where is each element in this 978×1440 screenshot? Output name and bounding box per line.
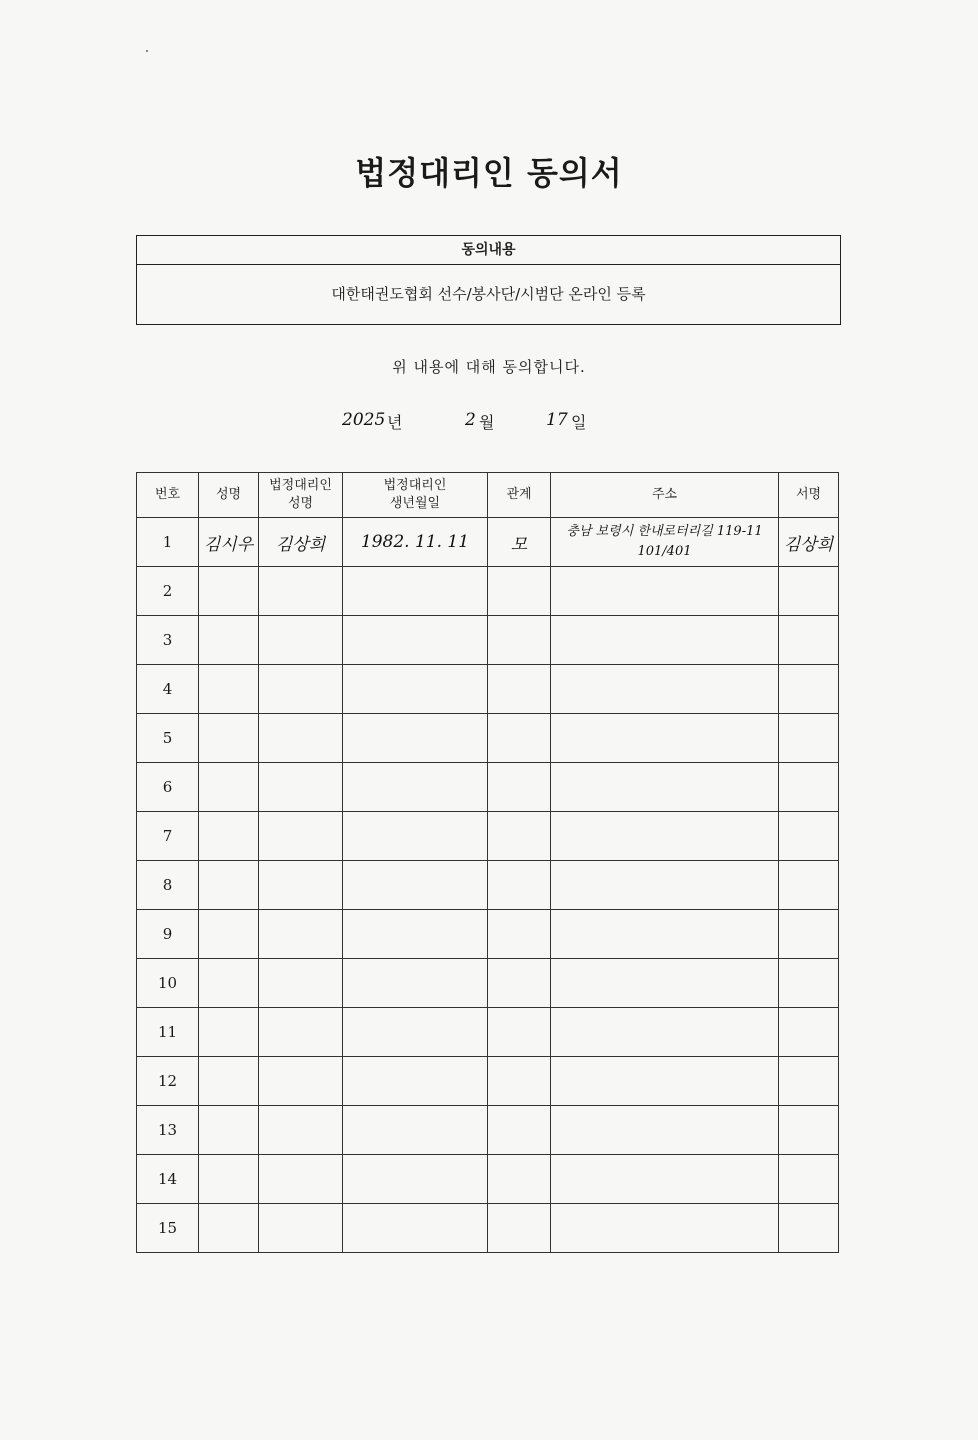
cell-relation [488,861,551,910]
cell-guardian-name [259,714,343,763]
cell-relation [488,1057,551,1106]
cell-guardian-birth [343,1106,488,1155]
cell-address-line2: 101/401 [637,544,692,559]
cell-signature [779,567,839,616]
cell-guardian-name: 김상희 [259,518,343,567]
header-guardian-birth-line1: 법정대리인 [383,478,447,493]
cell-guardian-name [259,959,343,1008]
cell-address [551,714,779,763]
cell-guardian-name [259,1204,343,1253]
cell-address [551,1106,779,1155]
table-header-row [137,473,839,518]
cell-relation [488,1008,551,1057]
cell-no: 5 [137,714,199,763]
cell-guardian-name [259,1008,343,1057]
cell-address [551,910,779,959]
cell-relation [488,910,551,959]
cell-no: 6 [137,763,199,812]
cell-no: 4 [137,665,199,714]
cell-guardian-name [259,665,343,714]
cell-name [199,763,259,812]
cell-signature [779,861,839,910]
cell-guardian-birth [343,1008,488,1057]
cell-name [199,1204,259,1253]
cell-guardian-birth [343,861,488,910]
table-row [137,567,839,616]
date-day-unit: 일 [571,413,587,432]
cell-relation: 모 [488,518,551,567]
header-guardian-name-line1: 법정대리인 [269,478,332,493]
date-month-unit: 월 [479,413,495,432]
cell-no: 1 [137,518,199,567]
cell-name [199,812,259,861]
cell-signature [779,1057,839,1106]
cell-relation [488,665,551,714]
cell-signature [779,1008,839,1057]
cell-relation [488,1204,551,1253]
cell-relation [488,616,551,665]
cell-guardian-birth [343,714,488,763]
cell-guardian-birth [343,959,488,1008]
cell-name [199,1057,259,1106]
header-guardian-birth [343,473,488,518]
cell-signature [779,714,839,763]
cell-name [199,861,259,910]
cell-address [551,861,779,910]
table-row [137,812,839,861]
cell-no: 15 [137,1204,199,1253]
table-row [137,861,839,910]
cell-signature [779,1204,839,1253]
cell-name [199,1155,259,1204]
header-signature: 서명 [779,473,839,518]
cell-address [551,1155,779,1204]
cell-signature [779,1106,839,1155]
agree-statement: 위 내용에 대해 동의합니다. [392,358,586,376]
consent-header: 동의내용 [137,236,840,265]
cell-relation [488,959,551,1008]
cell-address [551,1057,779,1106]
cell-guardian-birth [343,763,488,812]
cell-no: 8 [137,861,199,910]
consent-box [136,235,841,325]
cell-no: 3 [137,616,199,665]
cell-address [551,616,779,665]
cell-address [551,567,779,616]
header-address: 주소 [551,473,779,518]
cell-name [199,567,259,616]
cell-signature: 김상희 [779,518,839,567]
date-year-unit: 년 [387,413,403,432]
cell-relation [488,812,551,861]
cell-signature [779,959,839,1008]
cell-relation [488,714,551,763]
cell-signature [779,616,839,665]
cell-guardian-name [259,861,343,910]
cell-guardian-birth [343,1204,488,1253]
cell-relation [488,763,551,812]
cell-relation [488,1106,551,1155]
table-row [137,959,839,1008]
cell-guardian-name [259,1155,343,1204]
table-row [137,763,839,812]
table-row [137,1057,839,1106]
cell-no: 10 [137,959,199,1008]
cell-no: 12 [137,1057,199,1106]
header-relation: 관계 [488,473,551,518]
cell-no: 2 [137,567,199,616]
cell-guardian-name [259,1057,343,1106]
table-row [137,518,839,567]
cell-signature [779,665,839,714]
cell-name [199,910,259,959]
cell-signature [779,910,839,959]
cell-address [551,665,779,714]
date-year-value: 2025 [342,410,386,430]
guardian-table [136,472,839,1253]
cell-guardian-name [259,567,343,616]
cell-relation [488,567,551,616]
cell-no: 9 [137,910,199,959]
cell-name [199,1106,259,1155]
cell-address [551,518,779,567]
cell-address [551,1204,779,1253]
cell-address [551,763,779,812]
cell-name [199,616,259,665]
cell-address-line1: 충남 보령시 한내로터리길 119-11 [566,524,763,539]
date-line [0,410,978,440]
header-no: 번호 [137,473,199,518]
cell-no: 11 [137,1008,199,1057]
cell-guardian-birth [343,616,488,665]
cell-guardian-birth: 1982. 11. 11 [343,518,488,567]
cell-address [551,812,779,861]
cell-guardian-birth [343,812,488,861]
table-body [137,518,839,1253]
cell-guardian-name [259,616,343,665]
cell-guardian-birth [343,910,488,959]
table-row [137,1008,839,1057]
cell-guardian-name [259,763,343,812]
cell-guardian-name [259,812,343,861]
date-month-value: 2 [465,410,476,430]
cell-no: 7 [137,812,199,861]
cell-no: 13 [137,1106,199,1155]
cell-guardian-birth [343,665,488,714]
header-guardian-birth-line2: 생년월일 [389,496,441,511]
cell-signature [779,763,839,812]
header-guardian-name [259,473,343,518]
cell-name [199,959,259,1008]
cell-address [551,959,779,1008]
table-row [137,616,839,665]
cell-guardian-name [259,1106,343,1155]
table-row [137,714,839,763]
table-row [137,665,839,714]
cell-no: 14 [137,1155,199,1204]
table-row [137,1155,839,1204]
cell-relation [488,1155,551,1204]
paper-speck [146,50,148,52]
cell-guardian-birth [343,1057,488,1106]
date-day-value: 17 [546,410,568,430]
cell-guardian-birth [343,567,488,616]
cell-name [199,714,259,763]
cell-name [199,665,259,714]
cell-address [551,1008,779,1057]
cell-signature [779,812,839,861]
cell-guardian-birth [343,1155,488,1204]
consent-text: 대한태권도협회 선수/봉사단/시범단 온라인 등록 [331,285,646,303]
document-title: 법정대리인 동의서 [355,154,623,192]
table-row [137,1204,839,1253]
cell-name [199,1008,259,1057]
header-guardian-name-line2: 성명 [287,496,314,511]
cell-name: 김시우 [199,518,259,567]
header-name: 성명 [199,473,259,518]
cell-signature [779,1155,839,1204]
cell-guardian-name [259,910,343,959]
table-row [137,910,839,959]
table-row [137,1106,839,1155]
